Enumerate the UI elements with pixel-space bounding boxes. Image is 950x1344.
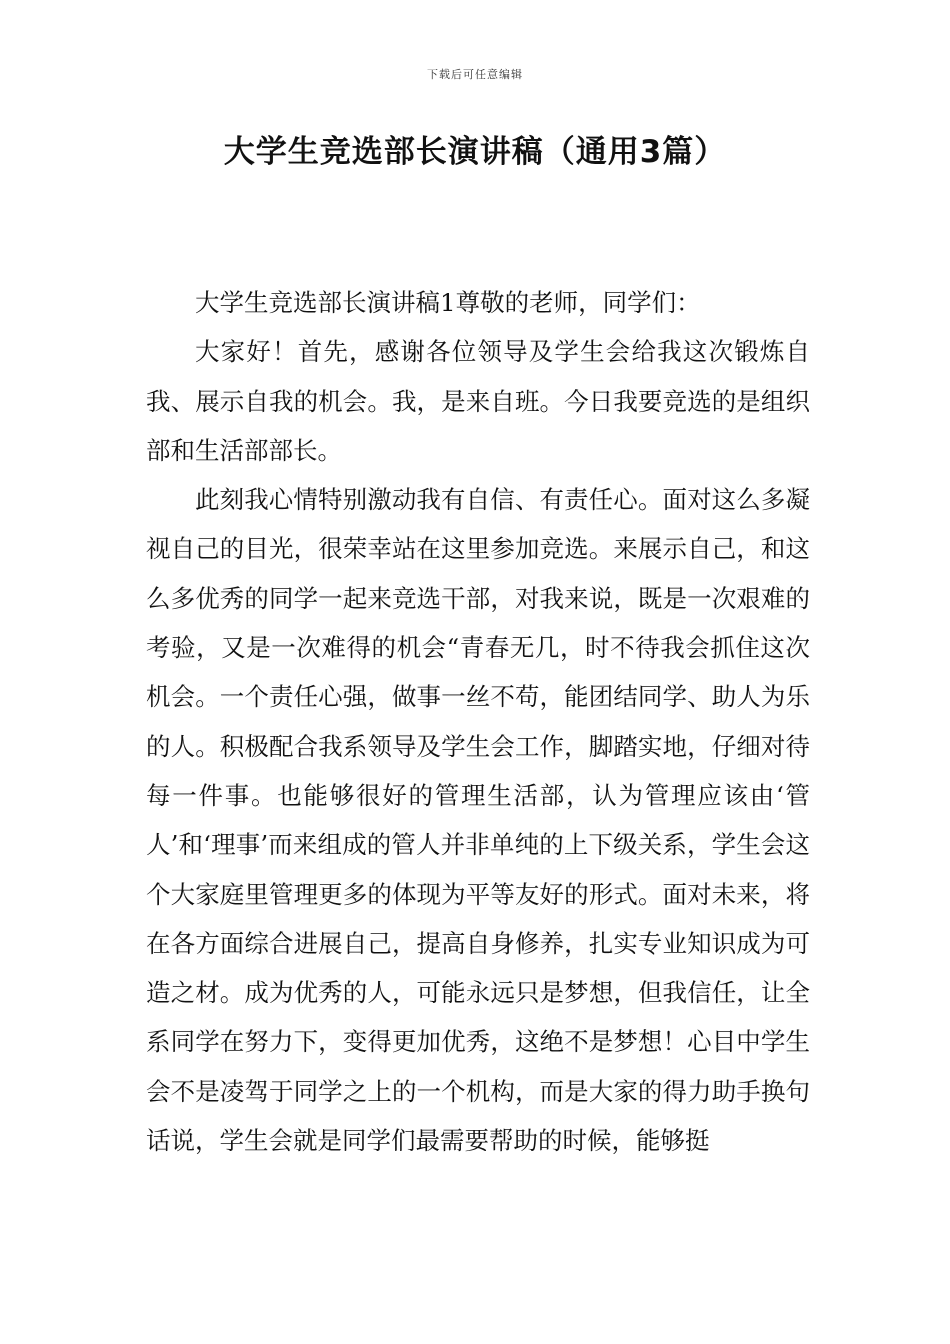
document-title: 大学生竞选部长演讲稿（通用3篇）: [223, 134, 727, 170]
document-body: [146, 278, 810, 1165]
paragraph-intro: 大家好！首先，感谢各位领导及学生会给我这次锻炼自我、展示自我的机会。我，是来自班。今日我要竞选的是组织部和生活部部长。: [146, 337, 810, 465]
paragraph-main: 此刻我心情特别激动我有自信、有责任心。面对这么多凝视自己的目光，很荣幸站在这里参加竞选。来展示自己，和这么多优秀的同学一起来竞选干部，对我来说，既是一次艰难的考验，又是一次难得的机会“青春无几，时不待我会抓住这次机会。一个责任心强，做事一丝不苟，能团结同学、助人为乐的人。积极配合我系领导及学生会工作，脚踏实地，仔细对待每一件事。也能够很好的管理生活部，认为管理应该由‘管人’和‘理事’而来组成的管人并非单纯的上下级关系，学生会这个大家庭里管理更多的体现为平等友好的形式。面对未来，将在各方面综合进展自己，提高自身修养，扎实专业知识成为可造之材。成为优秀的人，可能永远只是梦想，但我信任，让全系同学在努力下，变得更加优秀，这绝不是梦想！心目中学生会不是凌驾于同学之上的一个机构，而是大家的得力助手换句话说，学生会就是同学们最需要帮助的时候，能够挺: [146, 485, 810, 1156]
paragraph-salutation: 大学生竞选部长演讲稿1尊敬的老师，同学们：: [195, 288, 701, 317]
header-note: 下载后可任意编辑: [427, 68, 523, 81]
